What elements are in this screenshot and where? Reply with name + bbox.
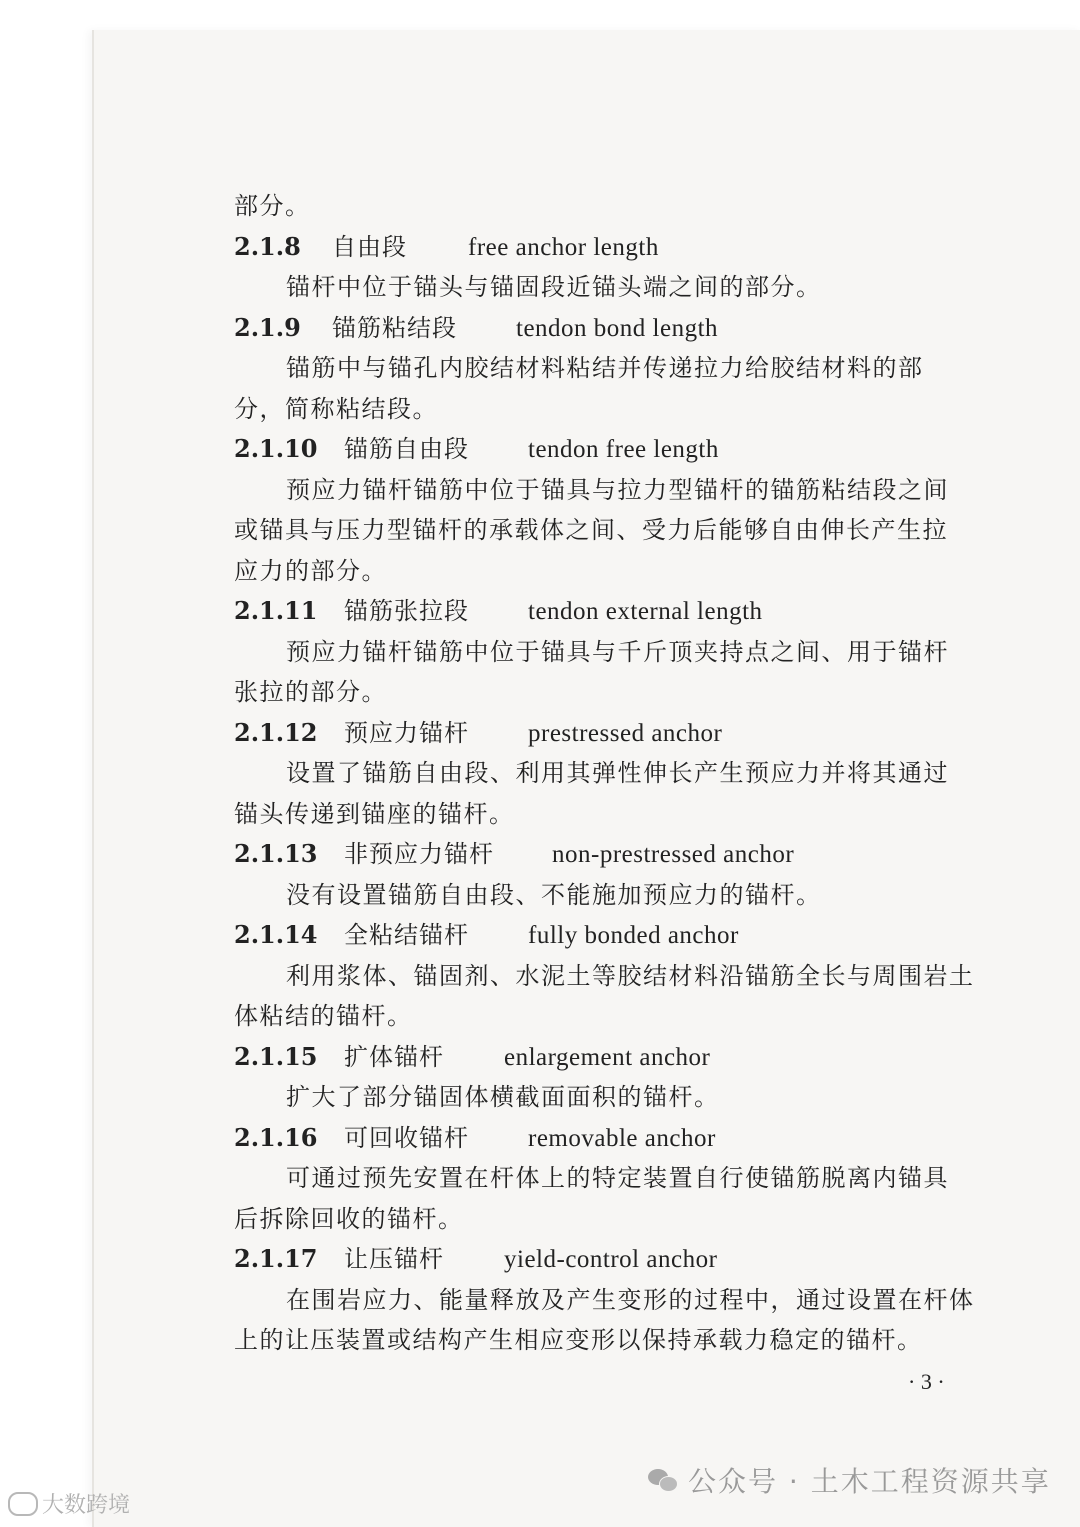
definition-text: 预应力锚杆锚筋中位于锚具与千斤顶夹持点之间、用于锚杆: [286, 637, 949, 666]
term-english: non-prestressed anchor: [552, 841, 795, 868]
definition-text: 张拉的部分。: [234, 678, 387, 706]
clause-number: 2.1.14: [234, 920, 318, 949]
logo-icon: [8, 1492, 38, 1516]
term-chinese: 锚筋自由段: [344, 435, 469, 463]
term-heading: [234, 227, 1004, 268]
watermark: [648, 1460, 1051, 1500]
definition-text: 设置了锚筋自由段、利用其弹性伸长产生预应力并将其通过: [286, 759, 949, 787]
clause-number: 2.1.8: [234, 231, 301, 261]
term-heading: [234, 915, 1004, 956]
watermark-text: 公众号 · 土木工程资源共享: [688, 1465, 1051, 1498]
clause-number: 2.1.17: [234, 1244, 318, 1273]
definition-text: 锚杆中位于锚头与锚固段近锚头端之间的部分。: [286, 273, 822, 301]
term-english: tendon free length: [528, 436, 719, 463]
term-english: fully bonded anchor: [528, 922, 739, 949]
definition-text: 锚头传递到锚座的锚杆。: [234, 799, 515, 828]
clause-number: 2.1.13: [234, 839, 318, 868]
clause-number: 2.1.15: [234, 1041, 318, 1071]
logo: [8, 1488, 130, 1519]
term-chinese: 可回收锚杆: [344, 1123, 469, 1152]
term-heading: [234, 591, 1004, 632]
term-english: yield-control anchor: [504, 1246, 718, 1273]
clause-number: 2.1.16: [234, 1122, 318, 1152]
term-english: prestressed anchor: [528, 719, 723, 747]
term-heading: [234, 308, 1004, 349]
definition-text: 预应力锚杆锚筋中位于锚具与拉力型锚杆的锚筋粘结段之间: [286, 475, 949, 504]
term-heading: [234, 1118, 1004, 1159]
term-heading: [234, 834, 1004, 875]
term-heading: [234, 429, 1004, 470]
definition-text: 部分。: [234, 192, 311, 220]
wechat-icon: [648, 1467, 678, 1493]
definition-text: 扩大了部分锚固体横截面面积的锚杆。: [286, 1083, 720, 1111]
term-heading: [234, 1037, 1004, 1078]
document-body: [234, 186, 1004, 1361]
term-chinese: 预应力锚杆: [344, 718, 469, 747]
definition-text: 利用浆体、锚固剂、水泥土等胶结材料沿锚筋全长与周围岩土: [286, 961, 975, 990]
term-chinese: 全粘结锚杆: [344, 921, 469, 949]
term-english: removable anchor: [528, 1124, 716, 1152]
definition-text: 没有设置锚筋自由段、不能施加预应力的锚杆。: [286, 880, 822, 909]
clause-number: 2.1.9: [234, 312, 301, 342]
term-english: free anchor length: [468, 233, 659, 261]
definition-text: 上的让压装置或结构产生相应变形以保持承载力稳定的锚杆。: [234, 1326, 923, 1354]
term-chinese: 扩体锚杆: [344, 1042, 444, 1071]
definition-text: 或锚具与压力型锚杆的承载体之间、受力后能够自由伸长产生拉: [234, 516, 948, 544]
term-english: enlargement anchor: [504, 1043, 711, 1071]
term-heading: [234, 713, 1004, 754]
term-english: tendon bond length: [516, 314, 719, 342]
logo-text: 大数跨境: [42, 1493, 131, 1518]
definition-text: 在围岩应力、能量释放及产生变形的过程中，通过设置在杆体: [286, 1285, 975, 1314]
definition-text: 锚筋中与锚孔内胶结材料粘结并传递拉力给胶结材料的部: [286, 354, 924, 382]
page-number: · 3 ·: [908, 1369, 945, 1394]
clause-number: 2.1.11: [234, 596, 318, 625]
definition-text: 后拆除回收的锚杆。: [234, 1204, 464, 1233]
clause-number: 2.1.10: [234, 434, 318, 463]
term-heading: [234, 1239, 1004, 1280]
term-chinese: 非预应力锚杆: [344, 840, 494, 868]
term-english: tendon external length: [528, 598, 763, 625]
term-chinese: 让压锚杆: [344, 1245, 444, 1273]
term-chinese: 自由段: [332, 232, 407, 261]
definition-text: 体粘结的锚杆。: [234, 1002, 413, 1030]
definition-text: 应力的部分。: [234, 556, 387, 585]
definition-text: 分，简称粘结段。: [234, 394, 438, 423]
term-chinese: 锚筋粘结段: [332, 313, 457, 342]
term-chinese: 锚筋张拉段: [344, 597, 469, 625]
definition-text: 可通过预先安置在杆体上的特定装置自行使锚筋脱离内锚具: [286, 1164, 949, 1192]
clause-number: 2.1.12: [234, 717, 318, 747]
